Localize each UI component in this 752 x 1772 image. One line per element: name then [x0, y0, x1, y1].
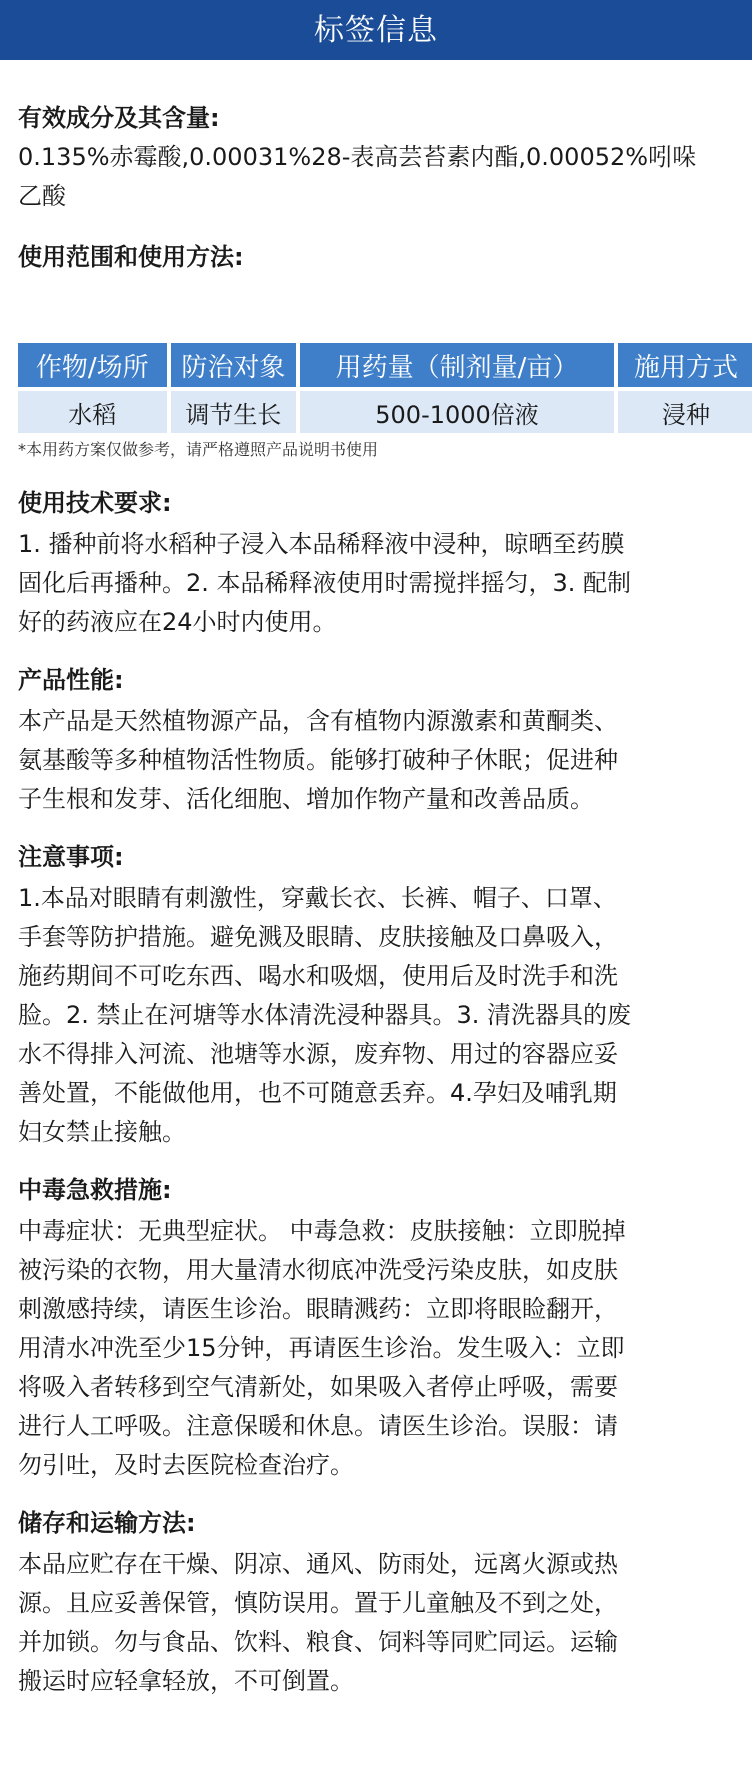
tech-requirements-text — [18, 525, 734, 642]
table-cell: 调节生长 — [171, 391, 297, 433]
table-cell: 水稻 — [18, 391, 167, 433]
text-line: 妇女禁止接触。 — [18, 1118, 186, 1146]
text-line: 好的药液应在24小时内使用。 — [18, 608, 337, 636]
tech-requirements-section — [18, 487, 734, 642]
table-header-cell: 防治对象 — [171, 343, 297, 387]
table-cell: 500-1000倍液 — [300, 391, 614, 433]
performance-title: 产品性能: — [18, 666, 124, 694]
ingredients-title: 有效成分及其含量: — [18, 104, 220, 132]
text-line: 进行人工呼吸。注意保暖和休息。请医生诊治。误服：请 — [18, 1412, 618, 1440]
ingredients-section — [18, 102, 734, 216]
text-line: 并加锁。勿与食品、饮料、粮食、饲料等同贮同运。运输 — [18, 1628, 618, 1656]
performance-section — [18, 664, 734, 819]
text-line: 1. 播种前将水稻种子浸入本品稀释液中浸种，晾晒至药膜 — [18, 530, 625, 558]
label-content — [0, 60, 752, 1701]
text-line: 将吸入者转移到空气清新处，如果吸入者停止呼吸，需要 — [18, 1373, 618, 1401]
precautions-text — [18, 879, 734, 1152]
text-line: 1.本品对眼睛有刺激性，穿戴长衣、长裤、帽子、口罩、 — [18, 884, 617, 912]
storage-section — [18, 1507, 734, 1701]
text-line: 本产品是天然植物源产品，含有植物内源激素和黄酮类、 — [18, 707, 618, 735]
performance-text — [18, 702, 734, 819]
text-line: 搬运时应轻拿轻放，不可倒置。 — [18, 1667, 354, 1695]
text-line: 刺激感持续，请医生诊治。眼睛溅药：立即将眼睑翻开， — [18, 1295, 618, 1323]
text-line: 手套等防护措施。避免溅及眼睛、皮肤接触及口鼻吸入， — [18, 923, 618, 951]
first-aid-title: 中毒急救措施: — [18, 1176, 172, 1204]
text-line: 源。且应妥善保管，慎防误用。置于儿童触及不到之处， — [18, 1589, 618, 1617]
text-line: 固化后再播种。2. 本品稀释液使用时需搅拌摇匀，3. 配制 — [18, 569, 632, 597]
text-line: 脸。2. 禁止在河塘等水体清洗浸种器具。3. 清洗器具的废 — [18, 1001, 632, 1029]
table-header-cell: 施用方式 — [618, 343, 752, 387]
page-header — [0, 0, 752, 60]
text-line: 用清水冲洗至少15分钟，再请医生诊治。发生吸入：立即 — [18, 1334, 625, 1362]
text-line: 施药期间不可吃东西、喝水和吸烟，使用后及时洗手和洗 — [18, 962, 618, 990]
table-header-cell: 作物/场所 — [18, 343, 167, 387]
text-line: 中毒症状：无典型症状。 中毒急救：皮肤接触：立即脱掉 — [18, 1217, 626, 1245]
usage-scope-title: 使用范围和使用方法: — [18, 243, 244, 271]
text-line: 本品应贮存在干燥、阴凉、通风、防雨处，远离火源或热 — [18, 1550, 618, 1578]
text-line: 被污染的衣物，用大量清水彻底冲洗受污染皮肤，如皮肤 — [18, 1256, 618, 1284]
table-header-row — [18, 343, 752, 387]
usage-scope-section — [18, 241, 734, 273]
precautions-title: 注意事项: — [18, 843, 124, 871]
storage-title: 储存和运输方法: — [18, 1509, 196, 1537]
first-aid-section — [18, 1174, 734, 1485]
table-cell: 浸种 — [618, 391, 752, 433]
first-aid-text — [18, 1212, 734, 1485]
table-header-cell: 用药量（制剂量/亩） — [300, 343, 614, 387]
text-line: 善处置，不能做他用，也不可随意丢弃。4.孕妇及哺乳期 — [18, 1079, 617, 1107]
text-line: 氨基酸等多种植物活性物质。能够打破种子休眠；促进种 — [18, 746, 618, 774]
ingredients-text — [18, 138, 734, 216]
text-line: 水不得排入河流、池塘等水源，废弃物、用过的容器应妥 — [18, 1040, 618, 1068]
storage-text — [18, 1545, 734, 1701]
table-row — [18, 391, 752, 433]
tech-requirements-title: 使用技术要求: — [18, 489, 172, 517]
text-line: 0.135%赤霉酸,0.00031%28-表高芸苔素内酯,0.00052%吲哚 — [18, 143, 697, 171]
text-line: 子生根和发芽、活化细胞、增加作物产量和改善品质。 — [18, 785, 594, 813]
text-line: 乙酸 — [18, 182, 66, 210]
dosage-table — [14, 339, 752, 437]
precautions-section — [18, 841, 734, 1152]
text-line: 勿引吐，及时去医院检查治疗。 — [18, 1451, 354, 1479]
dosage-note: *本用药方案仅做参考，请严格遵照产品说明书使用 — [18, 440, 379, 459]
page-title: 标签信息 — [314, 13, 438, 48]
